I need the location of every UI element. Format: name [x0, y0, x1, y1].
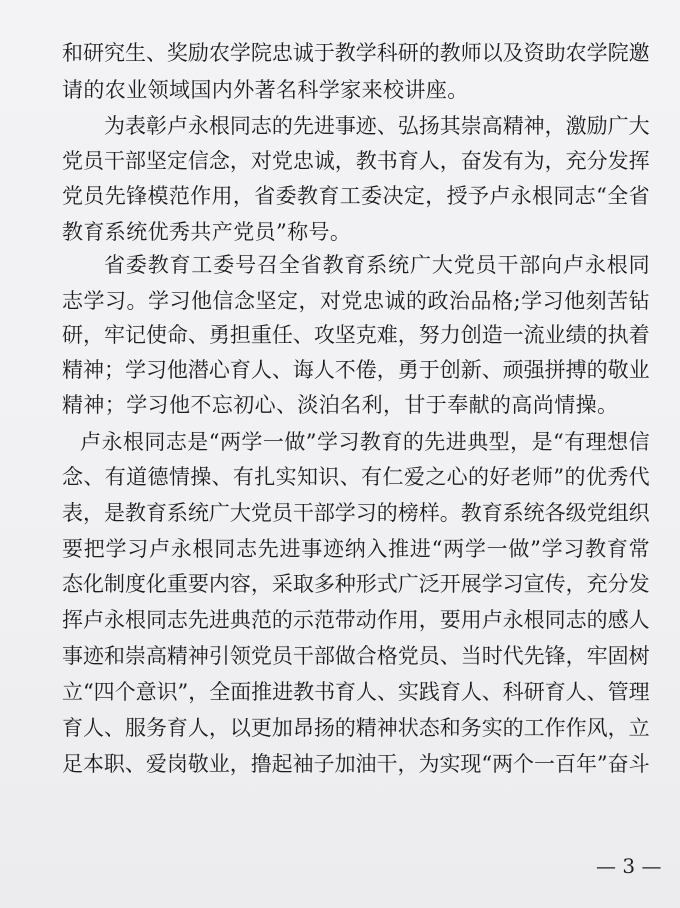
- text-line: 志学习。学习他信念坚定，对党忠诚的政治品格;学习他刻苦钻: [62, 289, 651, 313]
- page-number: — 3 —: [596, 854, 662, 878]
- text-line: 为表彰卢永根同志的先进事迹、弘扬其崇高精神，激励广大: [104, 114, 650, 138]
- text-line: 精神；学习他潜心育人、诲人不倦，勇于创新、顽强拼搏的敬业: [62, 358, 650, 382]
- text-line: 念、有道德情操、有扎实知识、有仁爱之心的好老师”的优秀代: [62, 465, 650, 489]
- text-line: 研，牢记使命、勇担重任、攻坚克难，努力创造一流业绩的执着: [62, 323, 650, 347]
- text-line: 挥卢永根同志先进典范的示范带动作用，要用卢永根同志的感人: [62, 608, 650, 632]
- text-line: 请的农业领域国内外著名科学家来校讲座。: [62, 78, 469, 102]
- text-line: 事迹和崇高精神引领党员干部做合格党员、当时代先锋，牢固树: [62, 644, 650, 668]
- text-line: 教育系统优秀共产党员”称号。: [62, 220, 352, 244]
- text-line: 党员先锋模范作用，省委教育工委决定，授予卢永根同志“全省: [62, 184, 650, 208]
- text-line: 卢永根同志是“两学一做”学习教育的先进典型，是“有理想信: [80, 430, 651, 454]
- text-line: 党员干部坚定信念，对党忠诚，教书育人，奋发有为，充分发挥: [62, 149, 650, 173]
- text-line: 立“四个意识”，全面推进教书育人、实践育人、科研育人、管理: [62, 680, 650, 704]
- text-line: 要把学习卢永根同志先进事迹纳入推进“两学一做”学习教育常: [62, 537, 651, 561]
- text-line: 省委教育工委号召全省教育系统广大党员干部向卢永根同: [104, 253, 651, 277]
- text-line: 表，是教育系统广大党员干部学习的榜样。教育系统各级党组织: [62, 501, 650, 525]
- text-line: 育人、服务育人，以更加昂扬的精神状态和务实的工作作风，立: [62, 716, 650, 740]
- text-line: 和研究生、奖励农学院忠诚于教学科研的教师以及资助农学院邀: [62, 41, 650, 65]
- text-line: 态化制度化重要内容，采取多种形式广泛开展学习宣传，充分发: [62, 572, 650, 596]
- text-line: 足本职、爱岗敬业，撸起袖子加油干，为实现“两个一百年”奋斗: [62, 752, 650, 776]
- text-line: 精神；学习他不忘初心、淡泊名利，甘于奉献的高尚情操。: [62, 393, 619, 417]
